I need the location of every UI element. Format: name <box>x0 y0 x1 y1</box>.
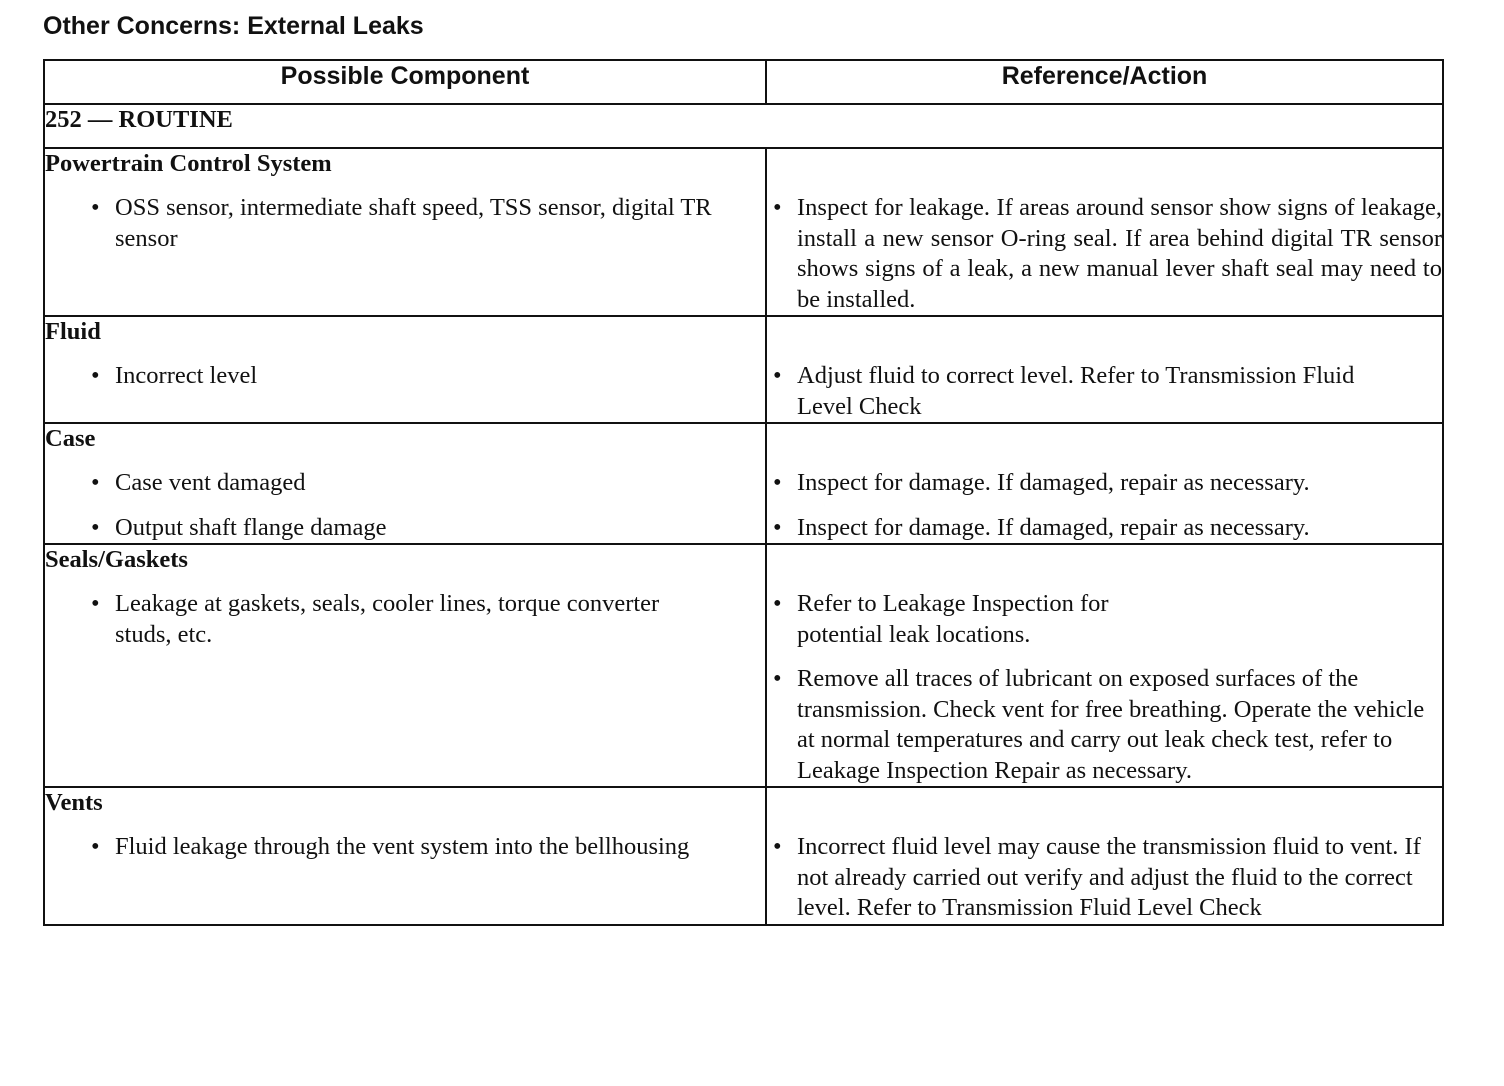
bullet-icon: • <box>91 590 100 617</box>
table-row <box>44 148 1443 316</box>
list-item: • Leakage at gaskets, seals, cooler lines, torque converter studs, etc. <box>91 590 660 648</box>
table-row <box>44 316 1443 423</box>
component-cell <box>44 423 766 544</box>
bullet-icon: • <box>91 513 100 541</box>
header-possible-component: Possible Component <box>44 60 766 104</box>
concerns-table <box>43 59 1444 926</box>
list-item: • Adjust fluid to correct level. Refer to Transmission Fluid Level Check <box>773 362 1355 420</box>
list-item: • Case vent damaged <box>45 468 765 499</box>
bullet-icon: • <box>773 590 782 617</box>
bullet-icon: • <box>773 513 782 541</box>
action-cell <box>766 787 1443 925</box>
bullet-icon: • <box>91 469 100 496</box>
list-item: • Inspect for damage. If damaged, repair as necessary. <box>767 513 1442 544</box>
table-row <box>44 544 1443 787</box>
action-cell <box>766 148 1443 316</box>
bullet-icon: • <box>773 833 782 860</box>
component-cell <box>44 148 766 316</box>
bullet-icon: • <box>91 194 100 221</box>
list-item: • Inspect for leakage. If areas around sensor show signs of leakage, install a new sensor O-ring seal. If area behind digital TR sensor shows signs of a leak, a new manual lever shaft seal may need to be installed. <box>773 194 1442 313</box>
header-row <box>44 60 1443 104</box>
bullet-icon: • <box>91 362 100 389</box>
group-row <box>44 104 1443 148</box>
action-cell <box>766 544 1443 787</box>
component-cell <box>44 316 766 423</box>
list-item: • OSS sensor, intermediate shaft speed, TSS sensor, digital TR sensor <box>91 194 712 252</box>
action-cell <box>766 423 1443 544</box>
list-item: • Incorrect level <box>45 361 765 392</box>
component-cell <box>44 787 766 925</box>
category-label: Powertrain Control System <box>45 150 332 177</box>
category-label: Vents <box>45 789 103 816</box>
group-label: 252 — ROUTINE <box>44 104 1443 148</box>
bullet-icon: • <box>773 469 782 496</box>
bullet-icon: • <box>773 362 782 389</box>
bullet-icon: • <box>773 194 782 221</box>
category-label: Seals/Gaskets <box>45 546 188 573</box>
list-item: • Remove all traces of lubricant on exposed surfaces of the transmission. Check vent for free breathing. Operate the vehicle at normal temperatures and carry out leak check test, refer to Leakage Inspection Repair as necessary. <box>773 665 1425 784</box>
list-item: • Incorrect fluid level may cause the transmission fluid to vent. If not already carried out verify and adjust the fluid to the correct level. Refer to Transmission Fluid Level Check <box>773 833 1421 921</box>
list-item: • Output shaft flange damage <box>45 513 765 544</box>
action-cell <box>766 316 1443 423</box>
list-item: • Refer to Leakage Inspection for potential leak locations. <box>773 590 1109 648</box>
component-cell <box>44 544 766 787</box>
category-label: Fluid <box>45 318 101 345</box>
list-item: • Fluid leakage through the vent system into the bellhousing <box>45 832 765 863</box>
table-row <box>44 787 1443 925</box>
page-title: Other Concerns: External Leaks <box>43 12 424 40</box>
list-item: • Inspect for damage. If damaged, repair as necessary. <box>767 468 1442 499</box>
header-reference-action: Reference/Action <box>766 60 1443 104</box>
bullet-icon: • <box>91 833 100 860</box>
category-label: Case <box>45 425 96 452</box>
table-row <box>44 423 1443 544</box>
bullet-icon: • <box>773 665 782 692</box>
